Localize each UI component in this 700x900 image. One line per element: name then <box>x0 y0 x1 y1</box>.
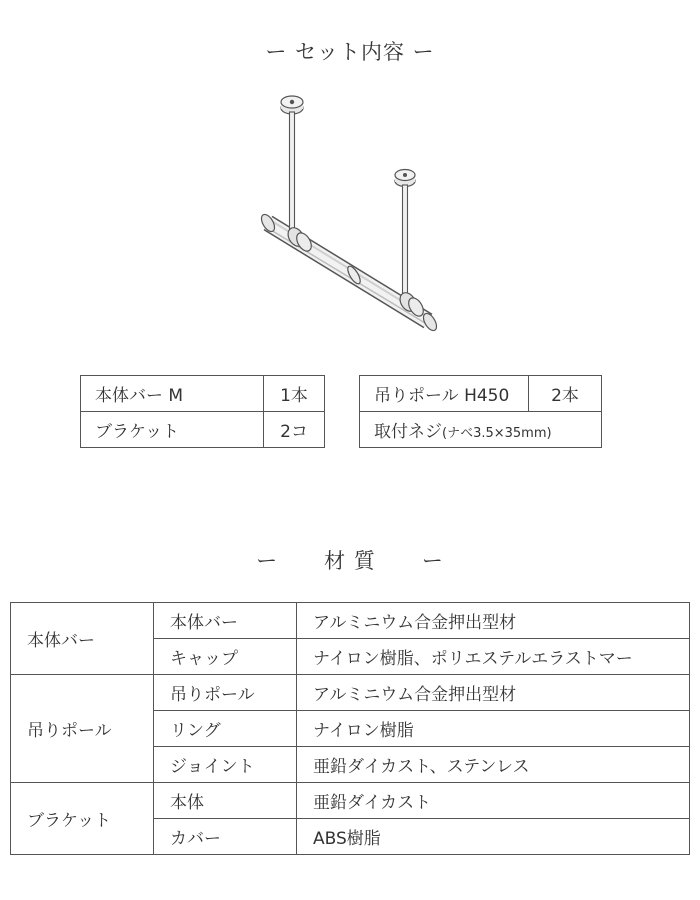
hanging-bar-illustration <box>240 90 470 350</box>
table-row <box>11 603 690 639</box>
material-name: ナイロン樹脂 <box>297 711 690 747</box>
table-row <box>11 675 690 711</box>
component-name: キャップ <box>154 639 297 675</box>
table-row <box>360 412 602 448</box>
item-quantity: 2本 <box>529 376 602 412</box>
material-name: アルミニウム合金押出型材 <box>297 603 690 639</box>
screw-item <box>360 412 602 448</box>
table-row <box>81 376 325 412</box>
item-name: 取付ネジ <box>374 422 442 442</box>
component-name: ジョイント <box>154 747 297 783</box>
set-contents-title: ー セット内容 ー <box>265 40 435 64</box>
part-name: ブラケット <box>11 783 154 855</box>
main-bar-shape <box>259 212 439 332</box>
set-contents-table-left <box>80 375 325 448</box>
item-quantity: 1本 <box>264 376 325 412</box>
materials-title <box>0 545 700 575</box>
title-dash-left: ー <box>256 549 279 573</box>
component-name: 吊りポール <box>154 675 297 711</box>
item-name: 本体バー M <box>81 376 264 412</box>
table-row <box>81 412 325 448</box>
part-name: 吊りポール <box>11 675 154 783</box>
material-name: ナイロン樹脂、ポリエステルエラストマー <box>297 639 690 675</box>
item-note: (ナベ3.5×35mm) <box>442 426 552 441</box>
component-name: 本体 <box>154 783 297 819</box>
materials-table <box>10 602 690 855</box>
material-name: ABS樹脂 <box>297 819 690 855</box>
materials-title-text: 材 質 <box>324 549 376 573</box>
material-name: アルミニウム合金押出型材 <box>297 675 690 711</box>
component-name: リング <box>154 711 297 747</box>
table-row <box>360 376 602 412</box>
part-name: 本体バー <box>11 603 154 675</box>
material-name: 亜鉛ダイカスト <box>297 783 690 819</box>
item-quantity: 2コ <box>264 412 325 448</box>
component-name: カバー <box>154 819 297 855</box>
material-name: 亜鉛ダイカスト、ステンレス <box>297 747 690 783</box>
set-contents-table-right <box>359 375 602 448</box>
component-name: 本体バー <box>154 603 297 639</box>
item-name: 吊りポール H450 <box>360 376 529 412</box>
table-row <box>11 783 690 819</box>
item-name: ブラケット <box>81 412 264 448</box>
title-dash-right: ー <box>421 549 444 573</box>
